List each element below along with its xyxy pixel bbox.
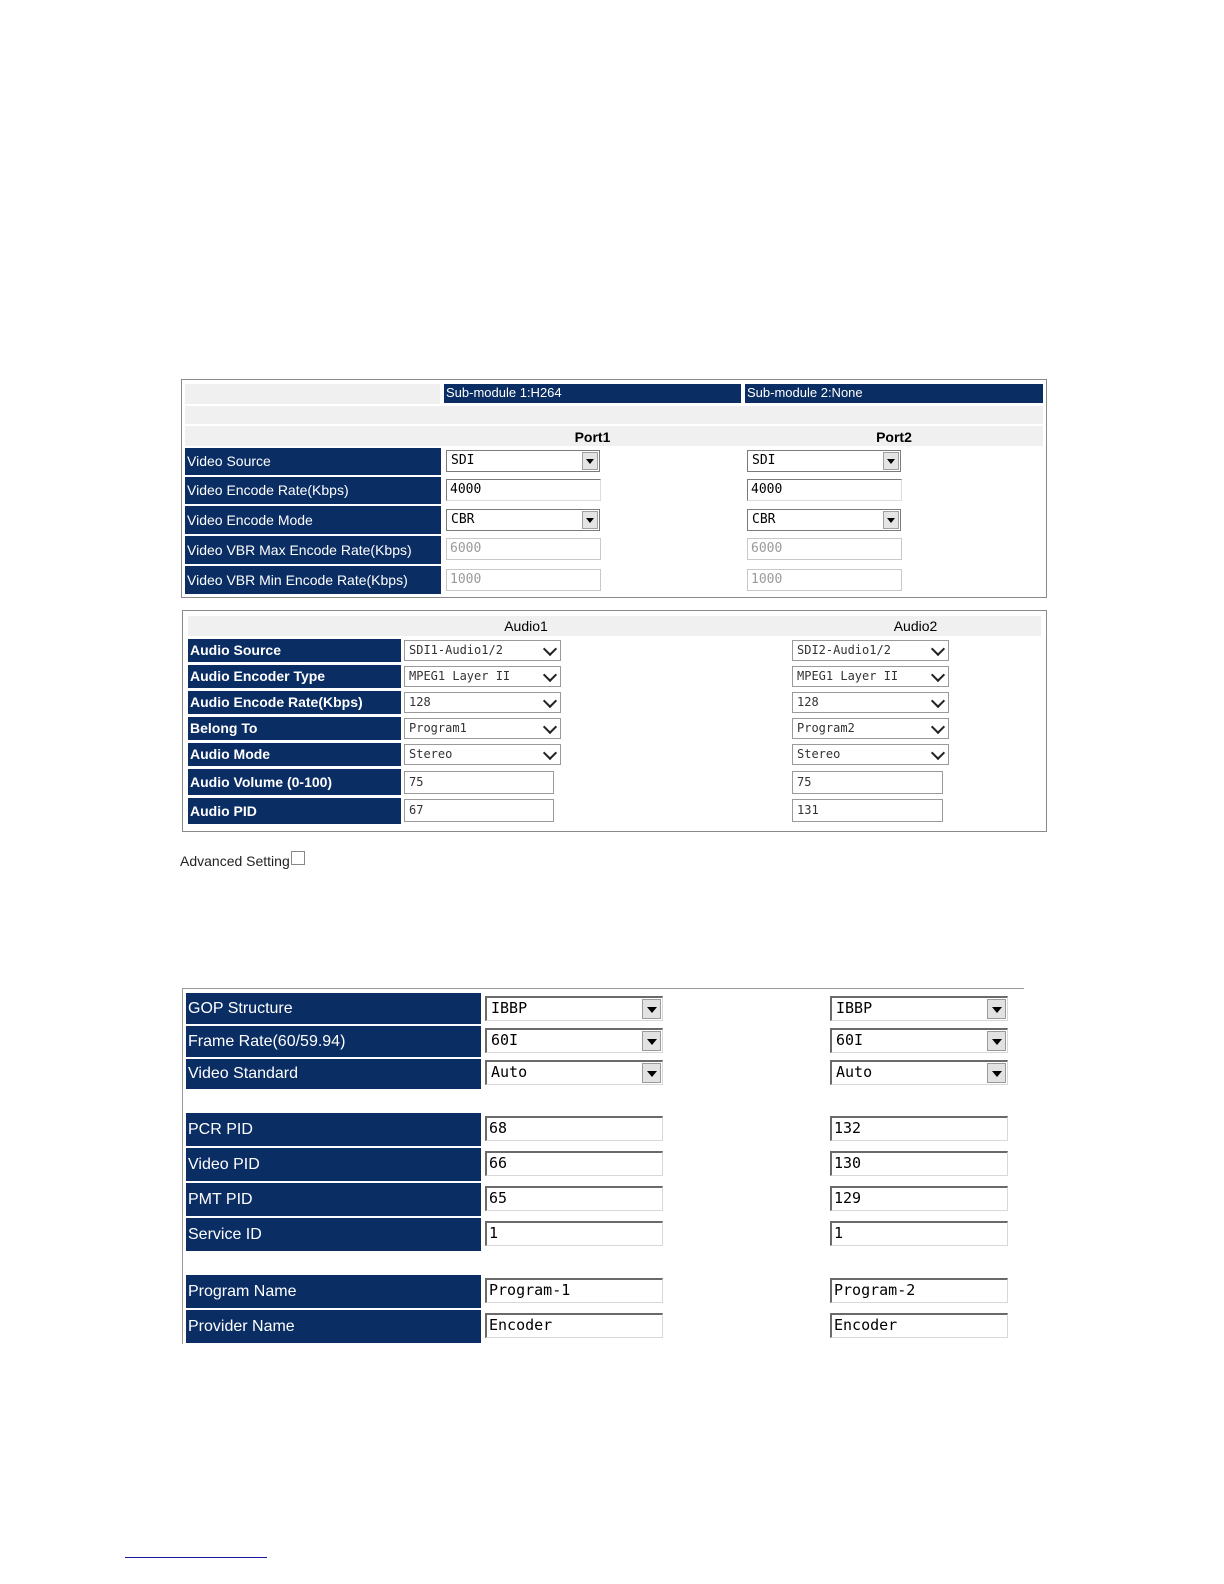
audio-encoder-type-label: Audio Encoder Type (188, 665, 401, 688)
belong-to-label: Belong To (188, 717, 401, 740)
audio-encode-rate-a2-value: 128 (797, 695, 819, 709)
advanced-setting-label: Advanced Setting (180, 853, 290, 869)
video-source-label: Video Source (185, 448, 441, 475)
video-encode-mode-port1-value: CBR (451, 512, 475, 527)
audio-encode-rate-label: Audio Encode Rate(Kbps) (188, 691, 401, 714)
program-name-label: Program Name (186, 1275, 481, 1308)
audio-encode-rate-a1-select[interactable] (404, 692, 561, 713)
audio-mode-a1-value: Stereo (409, 747, 453, 761)
video-table-top-left (185, 384, 440, 404)
audio-source-a2-value: SDI2-Audio1/2 (797, 643, 891, 657)
pmt-pid-port2-input[interactable]: 129 (830, 1186, 1008, 1211)
audio-encoder-type-a1-value: MPEG1 Layer II (409, 669, 511, 683)
video-encode-mode-port1-select[interactable] (446, 509, 600, 531)
provider-name-label: Provider Name (186, 1310, 481, 1343)
video-standard-port2-value: Auto (836, 1063, 873, 1081)
gop-structure-label: GOP Structure (186, 993, 481, 1024)
pcr-pid-label: PCR PID (186, 1113, 481, 1146)
video-pid-label: Video PID (186, 1148, 481, 1181)
chevron-down-icon (987, 1063, 1006, 1083)
frame-rate-port1-value: 60I (491, 1031, 519, 1049)
audio-source-a2-select[interactable] (792, 640, 949, 661)
audio-source-a1-select[interactable] (404, 640, 561, 661)
audio-source-label: Audio Source (188, 639, 401, 662)
chevron-down-icon (987, 1031, 1006, 1051)
audio-encode-rate-a2-select[interactable] (792, 692, 949, 713)
chevron-down-icon (582, 452, 598, 470)
video-vbr-min-port2-input[interactable]: 1000 (747, 569, 902, 591)
gop-structure-port1-value: IBBP (491, 999, 528, 1017)
chevron-down-icon (543, 720, 557, 734)
audio-volume-label: Audio Volume (0-100) (188, 769, 401, 795)
service-id-port2-input[interactable]: 1 (830, 1221, 1008, 1246)
service-id-label: Service ID (186, 1218, 481, 1251)
belong-to-a2-select[interactable] (792, 718, 949, 739)
port2-header: Port2 (876, 429, 912, 445)
program-name-port1-input[interactable]: Program-1 (485, 1278, 663, 1303)
provider-name-port1-input[interactable]: Encoder (485, 1313, 663, 1338)
video-vbr-min-port1-input[interactable]: 1000 (446, 569, 601, 591)
video-encode-rate-label: Video Encode Rate(Kbps) (185, 477, 441, 504)
gop-structure-port2-select[interactable] (830, 996, 1008, 1021)
audio-mode-a1-select[interactable] (404, 744, 561, 765)
video-encode-rate-port1-input[interactable]: 4000 (446, 479, 601, 501)
gop-structure-port2-value: IBBP (836, 999, 873, 1017)
audio-volume-a1-input[interactable]: 75 (404, 771, 554, 794)
chevron-down-icon (642, 1031, 661, 1051)
frame-rate-label: Frame Rate(60/59.94) (186, 1026, 481, 1057)
audio-mode-a2-value: Stereo (797, 747, 841, 761)
port1-header: Port1 (574, 429, 611, 445)
footnote-separator (125, 1557, 267, 1558)
video-standard-port1-value: Auto (491, 1063, 528, 1081)
audio2-header: Audio2 (893, 618, 938, 634)
video-source-port2-value: SDI (752, 453, 776, 468)
chevron-down-icon (543, 694, 557, 708)
chevron-down-icon (931, 668, 945, 682)
audio-encoder-type-a2-value: MPEG1 Layer II (797, 669, 899, 683)
belong-to-a2-value: Program2 (797, 721, 855, 735)
video-source-port1-select[interactable] (446, 450, 600, 472)
chevron-down-icon (987, 999, 1006, 1019)
pmt-pid-port1-input[interactable]: 65 (485, 1186, 663, 1211)
belong-to-a1-value: Program1 (409, 721, 467, 735)
advanced-table-left-border (182, 988, 183, 1344)
belong-to-a1-select[interactable] (404, 718, 561, 739)
frame-rate-port2-select[interactable] (830, 1028, 1008, 1053)
video-standard-port2-select[interactable] (830, 1060, 1008, 1085)
advanced-table-top-border (182, 988, 1024, 989)
chevron-down-icon (642, 1063, 661, 1083)
chevron-down-icon (543, 746, 557, 760)
submodule-2-header: Sub-module 2:None (745, 384, 1043, 403)
provider-name-port2-input[interactable]: Encoder (830, 1313, 1008, 1338)
video-source-port2-select[interactable] (747, 450, 901, 472)
service-id-port1-input[interactable]: 1 (485, 1221, 663, 1246)
audio-volume-a2-input[interactable]: 75 (792, 771, 943, 794)
video-encode-mode-port2-select[interactable] (747, 509, 901, 531)
video-source-port1-value: SDI (451, 453, 475, 468)
pmt-pid-label: PMT PID (186, 1183, 481, 1216)
audio-source-a1-value: SDI1-Audio1/2 (409, 643, 503, 657)
chevron-down-icon (543, 642, 557, 656)
video-encode-mode-label: Video Encode Mode (185, 506, 441, 534)
video-encode-rate-port2-input[interactable]: 4000 (747, 479, 902, 501)
video-standard-label: Video Standard (186, 1059, 481, 1089)
video-vbr-max-port2-input[interactable]: 6000 (747, 538, 902, 560)
audio-mode-a2-select[interactable] (792, 744, 949, 765)
video-standard-port1-select[interactable] (485, 1060, 663, 1085)
audio-pid-a2-input[interactable]: 131 (792, 799, 943, 822)
chevron-down-icon (931, 720, 945, 734)
audio-encode-rate-a1-value: 128 (409, 695, 431, 709)
frame-rate-port1-select[interactable] (485, 1028, 663, 1053)
pcr-pid-port2-input[interactable]: 132 (830, 1116, 1008, 1141)
chevron-down-icon (582, 511, 598, 529)
video-pid-port2-input[interactable]: 130 (830, 1151, 1008, 1176)
audio1-header: Audio1 (504, 618, 548, 634)
audio-pid-label: Audio PID (188, 798, 401, 824)
chevron-down-icon (642, 999, 661, 1019)
video-encode-mode-port2-value: CBR (752, 512, 776, 527)
program-name-port2-input[interactable]: Program-2 (830, 1278, 1008, 1303)
video-vbr-min-label: Video VBR Min Encode Rate(Kbps) (185, 566, 441, 594)
chevron-down-icon (543, 668, 557, 682)
chevron-down-icon (883, 452, 899, 470)
video-table-spacer-row (185, 406, 1043, 424)
advanced-setting-checkbox[interactable] (291, 851, 305, 865)
pcr-pid-port1-input[interactable]: 68 (485, 1116, 663, 1141)
audio-pid-a1-input[interactable]: 67 (404, 799, 554, 822)
video-vbr-max-port1-input[interactable]: 6000 (446, 538, 601, 560)
chevron-down-icon (931, 694, 945, 708)
gop-structure-port1-select[interactable] (485, 996, 663, 1021)
video-vbr-max-label: Video VBR Max Encode Rate(Kbps) (185, 536, 441, 564)
chevron-down-icon (931, 642, 945, 656)
frame-rate-port2-value: 60I (836, 1031, 864, 1049)
audio-mode-label: Audio Mode (188, 743, 401, 766)
chevron-down-icon (931, 746, 945, 760)
chevron-down-icon (883, 511, 899, 529)
audio-encoder-type-a1-select[interactable] (404, 666, 561, 687)
submodule-1-header: Sub-module 1:H264 (444, 384, 741, 403)
audio-encoder-type-a2-select[interactable] (792, 666, 949, 687)
video-pid-port1-input[interactable]: 66 (485, 1151, 663, 1176)
